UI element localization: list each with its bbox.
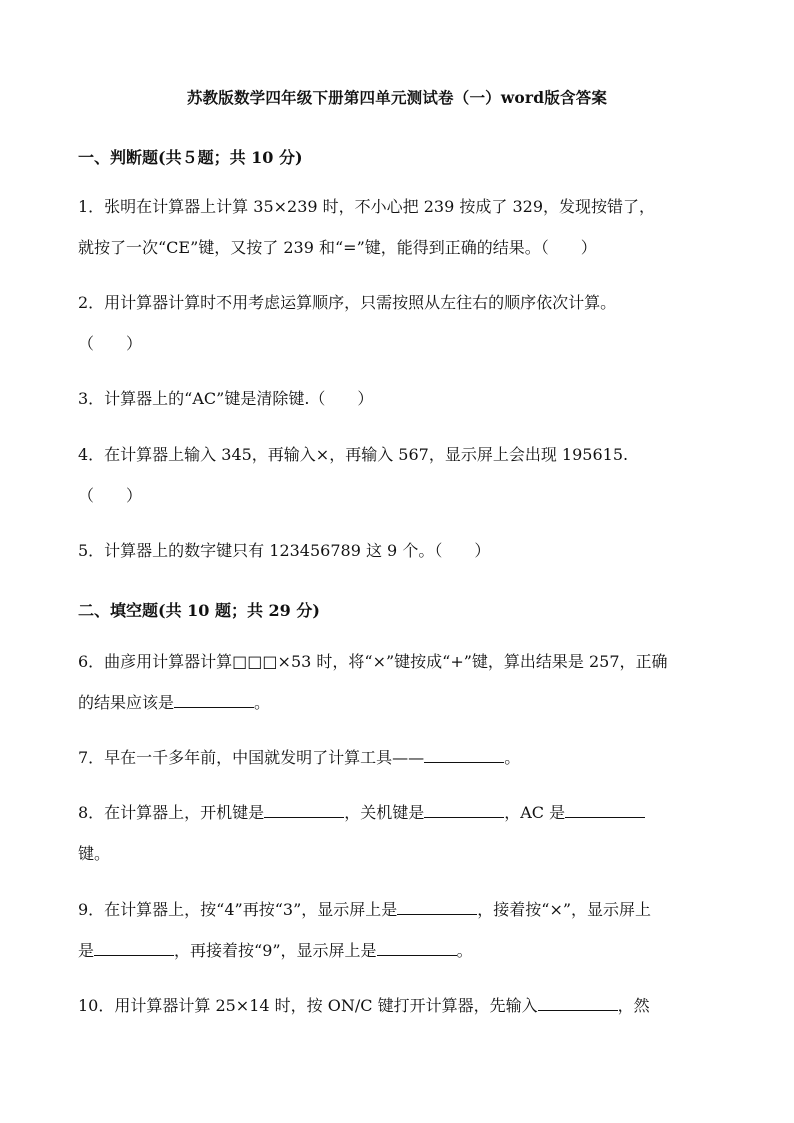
question-8 bbox=[78, 792, 718, 874]
question-2-line-2: （ ） bbox=[78, 334, 143, 353]
question-6-text-b: 。 bbox=[254, 693, 271, 712]
question-10-text-a: 10．用计算器计算 25×14 时，按 ON/C 键打开计算器，先输入 bbox=[78, 996, 538, 1015]
question-1-line-1: 1．张明在计算器上计算 35×239 时，不小心把 239 按成了 329，发现按错了， bbox=[78, 197, 655, 216]
question-6-line-2 bbox=[78, 682, 718, 723]
question-9-text-b: ，接着按“×”，显示屏上 bbox=[477, 900, 652, 919]
answer-blank[interactable] bbox=[94, 941, 174, 956]
question-9-line-2 bbox=[78, 930, 718, 971]
question-7-line-1 bbox=[78, 737, 718, 778]
question-5 bbox=[78, 530, 718, 571]
answer-blank[interactable] bbox=[538, 996, 618, 1011]
question-8-line-2: 键。 bbox=[78, 844, 111, 863]
question-10-line-1 bbox=[78, 985, 718, 1026]
question-7-text-b: 。 bbox=[504, 748, 521, 767]
answer-blank[interactable] bbox=[424, 803, 504, 818]
question-8-text-a: 8．在计算器上，开机键是 bbox=[78, 803, 265, 822]
document-title: 苏教版数学四年级下册第四单元测试卷（一）word版含答案 bbox=[186, 88, 608, 107]
question-2 bbox=[78, 282, 718, 364]
question-6-line-1: 6．曲彦用计算器计算□□□×53 时，将“×”键按成“+”键，算出结果是 257，正确 bbox=[78, 652, 668, 671]
question-3 bbox=[78, 378, 718, 419]
section-heading-fill: 二、填空题(共 10 题；共 29 分) bbox=[78, 601, 320, 620]
answer-blank[interactable] bbox=[397, 900, 477, 915]
question-6 bbox=[78, 641, 718, 723]
question-4-line-1: 4．在计算器上输入 345，再输入×，再输入 567，显示屏上会出现 195615. bbox=[78, 445, 629, 464]
question-8-line-1 bbox=[78, 792, 718, 833]
question-8-text-c: ，AC 是 bbox=[504, 803, 566, 822]
question-1-line-2: 就按了一次“CE”键，又按了 239 和“=”键，能得到正确的结果。（ ） bbox=[78, 238, 597, 257]
question-9-text-a: 9．在计算器上，按“4”再按“3”，显示屏上是 bbox=[78, 900, 398, 919]
answer-blank[interactable] bbox=[424, 748, 504, 763]
question-7-text-a: 7．早在一千多年前，中国就发明了计算工具—— bbox=[78, 748, 425, 767]
section-heading-judge: 一、判断题(共５题；共 10 分) bbox=[78, 148, 303, 167]
answer-blank[interactable] bbox=[377, 941, 457, 956]
question-9-text-c: 是 bbox=[78, 941, 95, 960]
question-9-line-1 bbox=[78, 889, 718, 930]
question-4-line-2: （ ） bbox=[78, 486, 143, 505]
question-9-text-e: 。 bbox=[456, 941, 473, 960]
question-9-text-d: ，再接着按“9”，显示屏上是 bbox=[174, 941, 377, 960]
question-6-text-a: 的结果应该是 bbox=[78, 693, 175, 712]
answer-blank[interactable] bbox=[264, 803, 344, 818]
question-2-line-1: 2．用计算器计算时不用考虑运算顺序，只需按照从左往右的顺序依次计算。 bbox=[78, 293, 617, 312]
question-1 bbox=[78, 186, 718, 268]
question-5-line-1: 5．计算器上的数字键只有 123456789 这 9 个。（ ） bbox=[78, 541, 491, 560]
answer-blank[interactable] bbox=[565, 803, 645, 818]
question-3-line-1: 3．计算器上的“AC”键是清除键.（ ） bbox=[78, 389, 374, 408]
question-9 bbox=[78, 889, 718, 971]
question-7 bbox=[78, 737, 718, 778]
question-10 bbox=[78, 985, 718, 1026]
question-10-text-b: ，然 bbox=[617, 996, 650, 1015]
question-4 bbox=[78, 434, 718, 516]
answer-blank[interactable] bbox=[174, 693, 254, 708]
question-8-text-b: ，关机键是 bbox=[344, 803, 425, 822]
